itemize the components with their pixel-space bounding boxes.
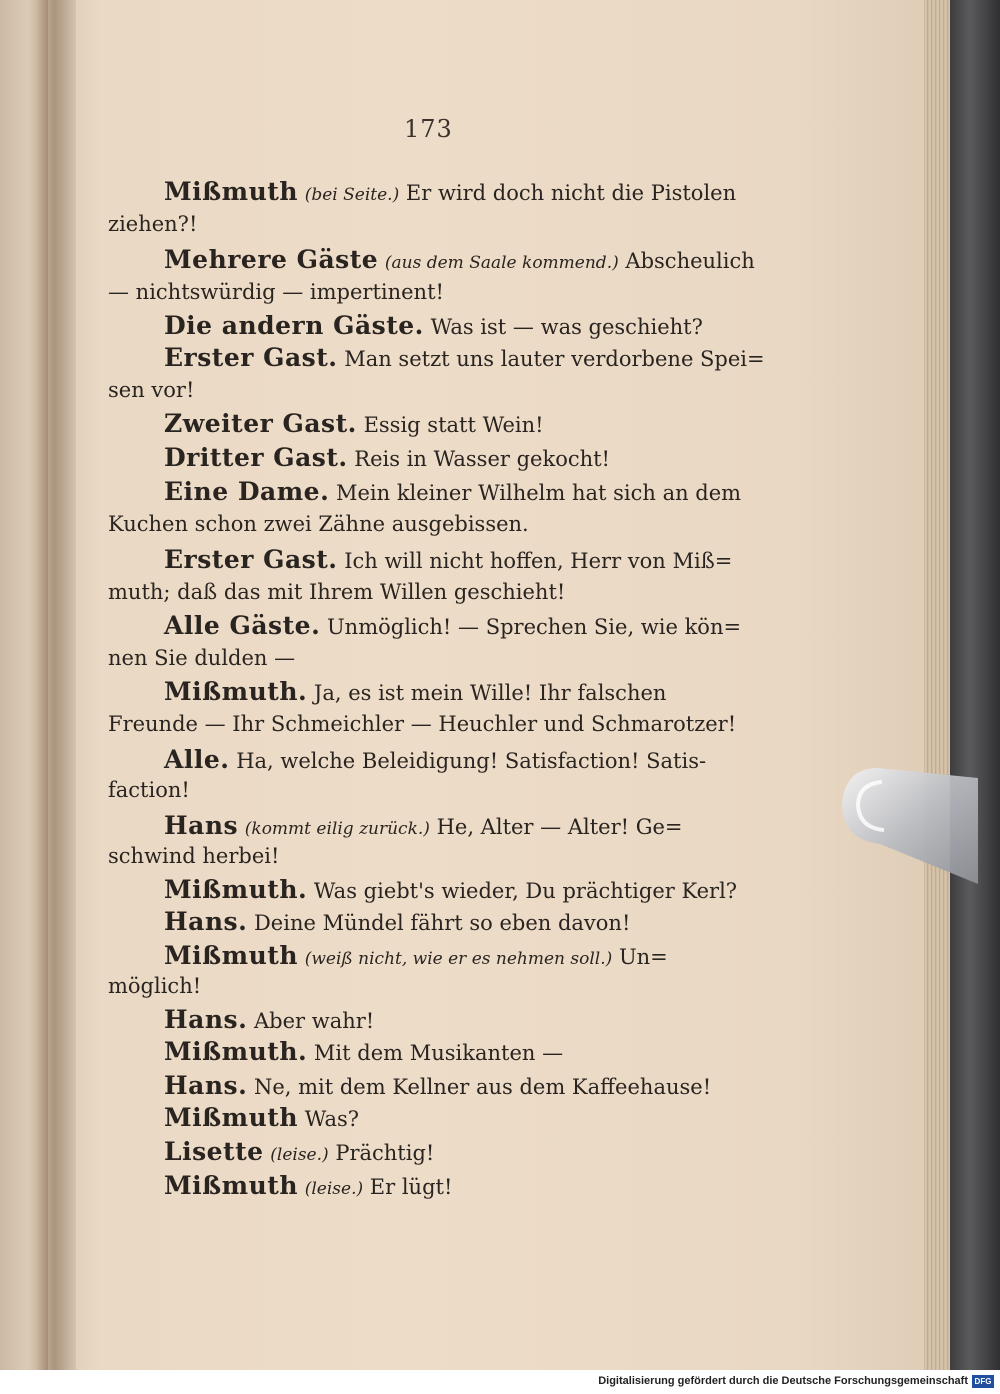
speaker-name: Mißmuth. (164, 1037, 308, 1066)
text-line (164, 178, 736, 209)
text-line (164, 478, 741, 507)
speech-text: Was giebt's wieder, Du prächtiger Kerl? (313, 879, 738, 903)
speaker-name: Hans. (164, 1071, 248, 1100)
text-line (164, 344, 765, 373)
speech-text: faction! (108, 778, 190, 802)
speaker-name: Mißmuth (164, 1103, 299, 1132)
speaker-name: Erster Gast. (164, 343, 338, 372)
stage-direction: (weiß nicht, wie er es nehmen soll.) (304, 949, 613, 969)
text-line (108, 972, 201, 1000)
text-line (108, 376, 194, 404)
text-line (164, 678, 666, 707)
text-line (164, 746, 706, 775)
speaker-name: Alle Gäste. (164, 611, 321, 640)
speaker-name: Eine Dame. (164, 477, 330, 506)
text-line (164, 410, 544, 439)
stage-direction: (leise.) (270, 1145, 329, 1165)
speech-text: Aber wahr! (253, 1009, 375, 1033)
speech-text: He, Alter — Alter! Ge= (436, 815, 683, 839)
text-line (164, 1038, 563, 1067)
speech-text: Kuchen schon zwei Zähne ausgebissen. (108, 512, 529, 536)
dfg-logo: DFG (972, 1375, 994, 1388)
speech-text: Was ist — was geschieht? (430, 315, 703, 339)
speaker-name: Mißmuth (164, 177, 299, 206)
text-line (164, 1172, 452, 1203)
stage-direction: (aus dem Saale kommend.) (384, 253, 619, 273)
stage-direction: (leise.) (304, 1179, 364, 1199)
speech-text: Prächtig! (335, 1141, 435, 1165)
speaker-name: Alle. (164, 745, 230, 774)
speaker-name: Dritter Gast. (164, 443, 348, 472)
text-line (108, 644, 295, 672)
speaker-name: Lisette (164, 1137, 264, 1166)
stage-direction: (kommt eilig zurück.) (244, 819, 430, 839)
speaker-name: Mehrere Gäste (164, 245, 379, 274)
text-line (164, 1072, 711, 1101)
text-line (164, 812, 683, 843)
footer-bar (0, 1370, 1000, 1394)
speaker-name: Hans. (164, 907, 248, 936)
speaker-name: Hans (164, 811, 239, 840)
speech-text: Reis in Wasser gekocht! (354, 447, 610, 471)
speaker-name: Die andern Gäste. (164, 311, 424, 340)
speech-text: Essig statt Wein! (363, 413, 544, 437)
text-line (108, 210, 197, 238)
page-number: 173 (404, 115, 453, 143)
text-line (164, 1006, 374, 1035)
speech-text: Ha, welche Beleidigung! Satisfaction! Satis- (236, 749, 707, 773)
text-line (164, 908, 630, 937)
speaker-name: Zweiter Gast. (164, 409, 357, 438)
speech-text: ziehen?! (108, 212, 198, 236)
page-clamp-icon (838, 766, 978, 886)
speech-text: — nichtswürdig — impertinent! (108, 280, 444, 304)
speech-text: Mein kleiner Wilhelm hat sich an dem (335, 481, 742, 505)
speaker-name: Erster Gast. (164, 545, 338, 574)
speech-text: Er wird doch nicht die Pistolen (405, 181, 737, 205)
funding-credit: Digitalisierung gefördert durch die Deutsche Forschungsgemeinschaft (598, 1375, 968, 1387)
text-line (164, 612, 741, 641)
text-line (108, 776, 190, 804)
speech-text: Abscheulich (625, 249, 755, 273)
text-line (108, 710, 736, 738)
text-line (164, 876, 737, 905)
text-line (108, 842, 279, 870)
speech-text: möglich! (108, 974, 202, 998)
book-cover (950, 0, 1000, 1370)
text-line (164, 546, 732, 575)
speaker-name: Hans. (164, 1005, 248, 1034)
speech-text: Deine Mündel fährt so eben davon! (253, 911, 631, 935)
speaker-name: Mißmuth. (164, 875, 308, 904)
stage-direction: (bei Seite.) (304, 185, 400, 205)
text-line (164, 1104, 359, 1133)
speech-text: Ne, mit dem Kellner aus dem Kaffeehause! (253, 1075, 712, 1099)
speech-text: Er lügt! (369, 1175, 453, 1199)
speech-text: Was? (304, 1107, 360, 1131)
speech-text: Mit dem Musikanten — (313, 1041, 564, 1065)
speech-text: Man setzt uns lauter verdorbene Spei= (344, 347, 765, 371)
text-line (164, 246, 755, 277)
text-line (108, 510, 529, 538)
text-line (164, 1138, 434, 1169)
speech-text: sen vor! (108, 378, 195, 402)
speech-text: Unmöglich! — Sprechen Sie, wie kön= (326, 615, 742, 639)
text-line (108, 278, 444, 306)
book-gutter (36, 0, 76, 1370)
speech-text: Freunde — Ihr Schmeichler — Heuchler und Schmarotzer! (108, 712, 737, 736)
speaker-name: Mißmuth. (164, 677, 308, 706)
speaker-name: Mißmuth (164, 941, 299, 970)
speech-text: Un= (618, 945, 668, 969)
text-line (164, 312, 703, 341)
speech-text: nen Sie dulden — (108, 646, 296, 670)
speech-text: Ich will nicht hoffen, Herr von Miß= (344, 549, 733, 573)
text-line (164, 942, 668, 973)
speech-text: muth; daß das mit Ihrem Willen geschieht! (108, 580, 566, 604)
speech-text: Ja, es ist mein Wille! Ihr falschen (313, 681, 667, 705)
speech-text: schwind herbei! (108, 844, 280, 868)
speaker-name: Mißmuth (164, 1171, 299, 1200)
text-line (108, 578, 565, 606)
text-line (164, 444, 610, 473)
